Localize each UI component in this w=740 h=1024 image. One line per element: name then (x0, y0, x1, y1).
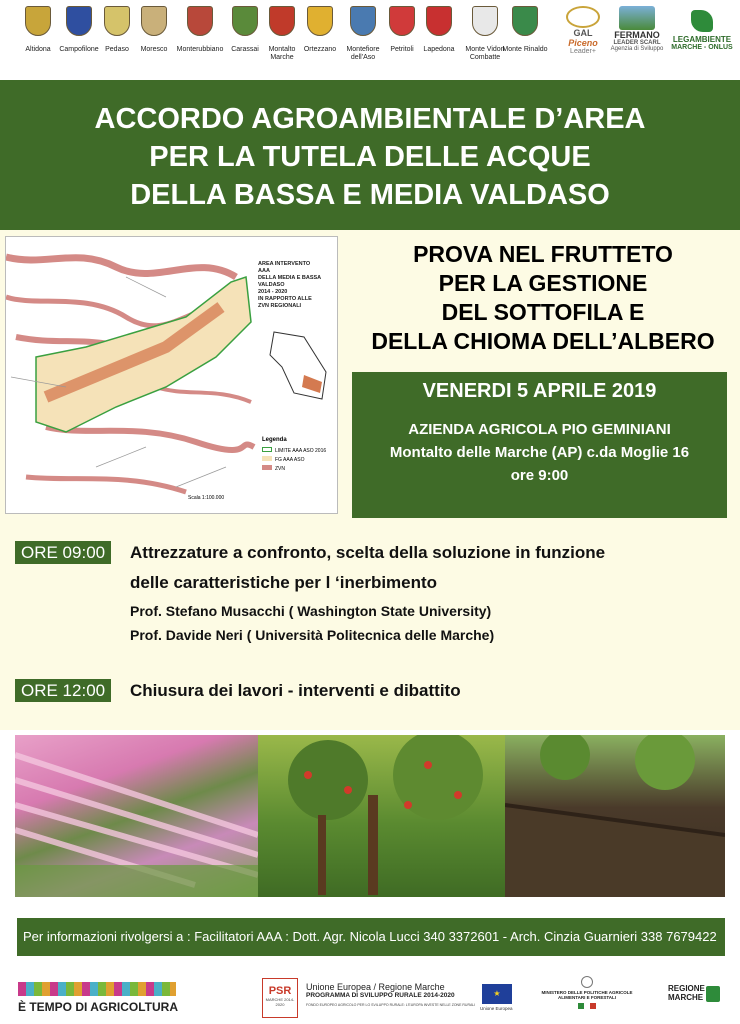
town-name: Monte Vidon Combatte (465, 46, 505, 61)
program-item-title: Attrezzature a confronto, scelta della soluzione in funzione (130, 543, 606, 562)
crest-icon (187, 6, 213, 36)
gal-piceno-logo: GAL Piceno Leader+ (560, 6, 606, 66)
crest-icon (307, 6, 333, 36)
eu-flag-icon: ★ (482, 984, 512, 1004)
ue-program-text: Unione Europea / Regione Marche PROGRAMMA DI SVILUPPO RURALE 2014-2020 FONDO EUROPEO AGRICOLO PER LO SVILUPPO RURALE: L'EUROPA INVESTE NELLE ZONE RURALI (306, 982, 476, 1007)
fermano-leader-logo: FERMANO LEADER SCARL Agenzia di Sviluppo (610, 6, 664, 68)
crest-icon (141, 6, 167, 36)
emblem-icon (581, 976, 593, 988)
eu-caption: Unione Europea (480, 1006, 513, 1011)
program-item-title: Chiusura dei lavori - interventi e dibattito (130, 681, 461, 700)
crest-icon (232, 6, 258, 36)
crest-icon (104, 6, 130, 36)
italy-flag-icon (578, 1003, 596, 1009)
town-name: Montefiore dell'Aso (346, 46, 380, 61)
photo-tilled-row (505, 735, 725, 897)
crest-icon (25, 6, 51, 36)
program-item-title: delle caratteristiche per l ‘inerbimento (130, 573, 438, 592)
marche-region-inset (264, 327, 334, 402)
town-name: Monterubbiano (176, 46, 224, 53)
event-date: VENERDI 5 APRILE 2019 (422, 380, 657, 402)
event-subject: PROVA NEL FRUTTETO PER LA GESTIONE DEL SOTTOFILA E DELLA CHIOMA DELL’ALBERO (371, 241, 715, 354)
crest-icon (350, 6, 376, 36)
town-name: Pedaso (105, 46, 129, 53)
area-map (5, 236, 338, 514)
crest-icon (512, 6, 538, 36)
town-name: Carassai (231, 46, 259, 53)
photo-blossoming-orchard (15, 735, 258, 897)
title-line: DELLA BASSA E MEDIA VALDASO (130, 179, 610, 211)
town-name: Campofilone (59, 46, 99, 53)
program-speaker: Prof. Davide Neri ( Università Politecnica delle Marche) (130, 627, 495, 643)
town-name: Ortezzano (303, 46, 337, 53)
town-name: Moresco (140, 46, 168, 53)
legend-title: Legenda (262, 437, 287, 443)
town-name: Montalto Marche (268, 46, 296, 61)
town-name: Altidona (25, 46, 51, 53)
legambiente-logo: LEGAMBIENTE MARCHE - ONLUS (666, 10, 738, 60)
crest-icon (389, 6, 415, 36)
map-drawing (6, 237, 256, 513)
crest-icon (269, 6, 295, 36)
town-name: Lapedona (423, 46, 455, 53)
title-line: ACCORDO AGROAMBIENTALE D’AREA (94, 103, 646, 135)
contact-info-bar: Per informazioni rivolgersi a : Facilitatori AAA : Dott. Agr. Nicola Lucci 340 3372601 - Arch. Cinzia Guarnieri 338 7679422 (17, 918, 725, 956)
crest-icon (426, 6, 452, 36)
ministero-logo: MINISTERO DELLE POLITICHE AGRICOLE ALIMENTARI E FORESTALI (541, 976, 633, 1009)
tempo-agricoltura-pattern (18, 982, 176, 996)
program-time-badge: ORE 12:00 (15, 681, 111, 701)
map-legend: LIMITE AAA ASO 2016 FG AAA ASO ZVN (262, 447, 326, 474)
map-title: AREA INTERVENTO AAA DELLA MEDIA E BASSA VALDASO 2014 - 2020 IN RAPPORTO ALLE ZVN REGIONALI (258, 261, 322, 309)
photo-apple-trees (258, 735, 505, 897)
title-banner (0, 80, 740, 230)
program-time-badge: ORE 09:00 (15, 543, 111, 563)
sponsor-logos-row (0, 970, 740, 1024)
event-farm: AZIENDA AGRICOLA PIO GEMINIANI (408, 421, 671, 438)
crest-icon (66, 6, 92, 36)
event-details-box (352, 372, 727, 518)
tempo-agricoltura-text: È TEMPO DI AGRICOLTURA (18, 1000, 178, 1014)
map-scale: Scala 1:100.000 (188, 495, 225, 501)
town-name: Petritoli (390, 46, 414, 53)
town-name: Monte Rinaldo (502, 46, 548, 53)
event-time: ore 9:00 (510, 467, 569, 484)
municipality-logos-row (0, 0, 740, 75)
regione-emblem-icon (706, 986, 720, 1002)
regione-marche-logo: REGIONE MARCHE (668, 984, 724, 1002)
crest-icon (472, 6, 498, 36)
title-line: PER LA TUTELA DELLE ACQUE (149, 141, 591, 173)
psr-marche-logo: PSR MARCHE 2014-2020 (262, 978, 298, 1018)
event-place: Montalto delle Marche (AP) c.da Moglie 16 (389, 444, 690, 461)
program-speaker: Prof. Stefano Musacchi ( Washington State University) (130, 603, 492, 619)
